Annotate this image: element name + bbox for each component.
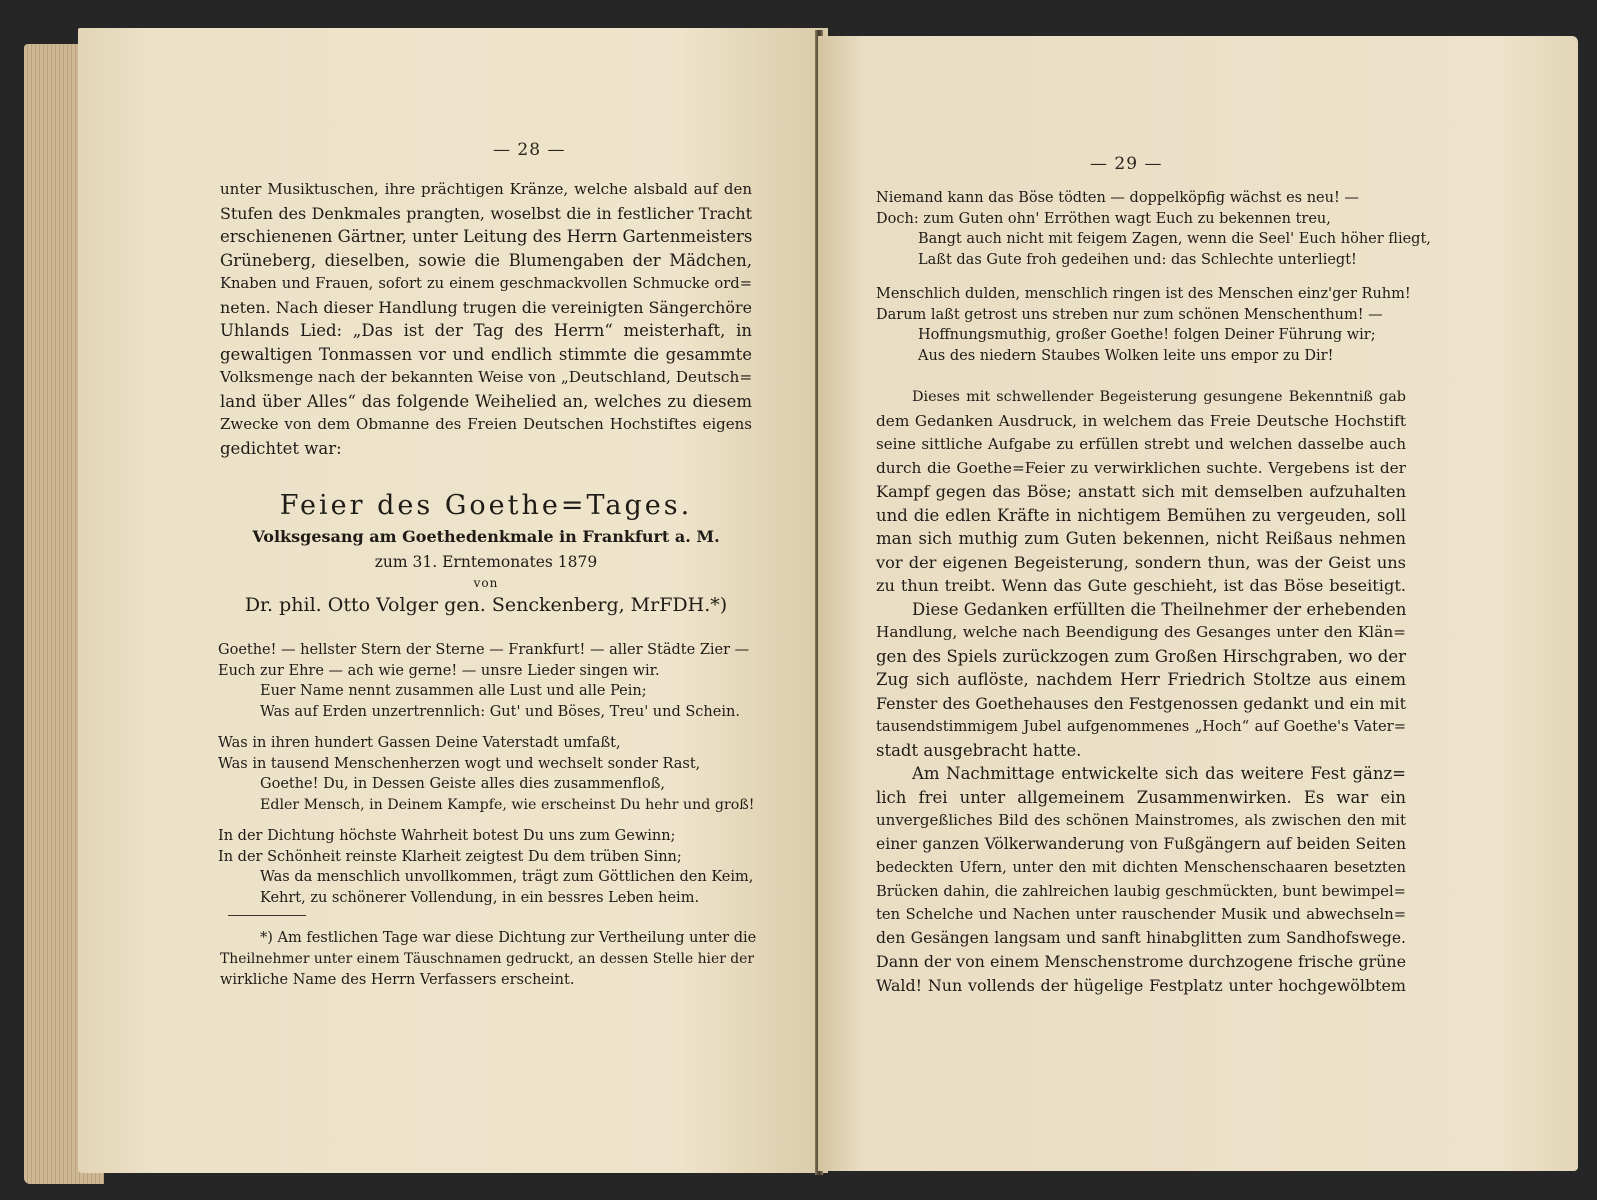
text-line: Brücken dahin, die zahlreichen laubig geschmückten, bunt bewimpel=	[876, 882, 1406, 900]
text-line: dem Gedanken Ausdruck, in welchem das Freie Deutsche Hochstift	[876, 411, 1406, 430]
text-line: Zwecke von dem Obmanne des Freien Deutschen Hochstiftes eigens	[220, 415, 752, 433]
text-line: gewaltigen Tonmassen vor und endlich stimmte die gesammte	[220, 344, 752, 364]
verse-line: Doch: zum Guten ohn' Erröthen wagt Euch zu bekennen treu,	[876, 210, 1331, 227]
verse-line: Was auf Erden unzertrennlich: Gut' und Böses, Treu' und Schein.	[260, 703, 740, 720]
text-line: Kampf gegen das Böse; anstatt sich mit demselben aufzuhalten	[876, 482, 1406, 501]
text-line: Grüneberg, dieselben, sowie die Blumengaben der Mädchen,	[220, 250, 752, 270]
text-line: Wald! Nun vollends der hügelige Festplatz unter hochgewölbtem	[876, 975, 1406, 995]
stanza	[876, 188, 1436, 270]
verse-line: Darum laßt getrost uns streben nur zum schönen Menschenthum! —	[876, 306, 1383, 323]
text-line: tausendstimmigem Jubel aufgenommenes „Hoch“ auf Goethe's Vater=	[876, 718, 1406, 735]
left-prose	[220, 178, 752, 460]
verse-line: Edler Mensch, in Deinem Kampfe, wie erscheinst Du hehr und groß!	[260, 796, 755, 813]
text-line: Dieses mit schwellender Begeisterung gesungene Bekenntniß gab	[912, 389, 1406, 405]
text-line: durch die Goethe=Feier zu verwirklichen suchte. Vergebens ist der	[876, 458, 1406, 477]
text-line: Knaben und Frauen, sofort zu einem geschmackvollen Schmucke ord=	[220, 275, 752, 292]
verse-line: Was in ihren hundert Gassen Deine Vaterstadt umfaßt,	[218, 735, 621, 751]
poem-title: Feier des Goethe=Tages.	[279, 490, 693, 521]
right-poem	[876, 188, 1436, 377]
stanza	[218, 733, 758, 815]
poem-author: Dr. phil. Otto Volger gen. Senckenberg, MrFDH.*)	[244, 594, 728, 616]
verse-line: Niemand kann das Böse tödten — doppelköpfig wächst es neu! —	[876, 190, 1359, 206]
stanza	[218, 640, 758, 722]
verse-line: Euch zur Ehre — ach wie gerne! — unsre Lieder singen wir.	[218, 662, 660, 679]
verse-line: Was da menschlich unvollkommen, trägt zum Göttlichen den Keim,	[260, 869, 754, 885]
text-line: Zug sich auflöste, nachdem Herr Friedrich Stoltze aus einem	[876, 670, 1406, 689]
stanza	[218, 826, 758, 908]
verse-line: In der Schönheit reinste Klarheit zeigtest Du dem trüben Sinn;	[218, 848, 682, 865]
text-line: man sich muthig zum Guten bekennen, nicht Reißaus nehmen	[876, 529, 1406, 548]
stanza	[876, 284, 1436, 366]
text-line: ten Schelche und Nachen unter rauschender Musik und abwechseln=	[876, 906, 1406, 923]
left-page	[78, 28, 828, 1173]
text-line: Fenster des Goethehauses den Festgenossen gedankt und ein mit	[876, 693, 1406, 713]
text-line: gedichtet war:	[220, 438, 342, 458]
verse-line: Laßt das Gute froh gedeihen und: das Schlechte unterliegt!	[918, 251, 1357, 268]
text-line: land über Alles“ das folgende Weihelied an, welches zu diesem	[220, 391, 752, 411]
verse-line: Euer Name nennt zusammen alle Lust und alle Pein;	[260, 683, 647, 699]
footnote-line: Theilnehmer unter einem Täuschnamen gedruckt, an dessen Stelle hier der	[220, 951, 755, 967]
text-line: unvergeßliches Bild des schönen Mainstromes, als zwischen den mit	[876, 811, 1406, 829]
page-number: — 29 —	[1090, 154, 1163, 174]
text-line: und die edlen Kräfte in nichtigem Bemühen zu vergeuden, soll	[876, 505, 1406, 525]
text-line: Volksmenge nach der bekannten Weise von „Deutschland, Deutsch=	[220, 368, 753, 386]
text-line: stadt ausgebracht hatte.	[876, 740, 1082, 760]
text-line: gen des Spiels zurückzogen zum Großen Hirschgraben, wo der	[876, 646, 1406, 666]
verse-line: Kehrt, zu schönerer Vollendung, in ein bessres Leben heim.	[260, 889, 700, 906]
page-number: — 28 —	[493, 140, 566, 160]
right-page	[818, 36, 1578, 1171]
text-line: neten. Nach dieser Handlung trugen die vereinigten Sängerchöre	[220, 297, 752, 317]
verse-line: Goethe! Du, in Dessen Geiste alles dies zusammenfloß,	[260, 776, 666, 792]
text-line: Diese Gedanken erfüllten die Theilnehmer der erhebenden	[912, 599, 1407, 619]
footnote-line: *) Am festlichen Tage war diese Dichtung zur Vertheilung unter die	[260, 930, 757, 946]
text-line: Dann der von einem Menschenstrome durchzogene frische grüne	[876, 952, 1406, 971]
verse-line: Was in tausend Menschenherzen wogt und wechselt sonder Rast,	[218, 755, 701, 772]
text-line: Am Nachmittage entwickelte sich das weitere Fest gänz=	[912, 764, 1406, 783]
text-line: lich frei unter allgemeinem Zusammenwirken. Es war ein	[876, 787, 1406, 807]
text-line: bedeckten Ufern, unter den mit dichten Menschenschaaren besetzten	[876, 859, 1406, 876]
left-poem	[218, 640, 758, 919]
footnote	[220, 928, 760, 991]
text-line: Stufen des Denkmales prangten, woselbst die in festlicher Tracht	[220, 203, 752, 223]
open-book	[18, 16, 1578, 1176]
poem-subtitle: Volksgesang am Goethedenkmale in Frankfurt a. M.	[252, 527, 720, 546]
text-line: erschienenen Gärtner, unter Leitung des Herrn Gartenmeisters	[220, 227, 753, 246]
footnote-line: wirkliche Name des Herrn Verfassers erscheint.	[220, 972, 575, 988]
text-line: Handlung, welche nach Beendigung des Gesanges unter den Klän=	[876, 623, 1406, 641]
text-line: seine sittliche Aufgabe zu erfüllen strebt und welchen dasselbe auch	[876, 435, 1406, 453]
text-line: vor der eigenen Begeisterung, sondern thun, was der Geist uns	[876, 552, 1406, 572]
poem-heading	[220, 490, 752, 616]
poem-von: von	[473, 576, 499, 590]
verse-line: Bangt auch nicht mit feigem Zagen, wenn die Seel' Euch höher fliegt,	[918, 231, 1431, 247]
text-line: unter Musiktuschen, ihre prächtigen Kränze, welche alsbald auf den	[220, 180, 752, 198]
verse-line: Menschlich dulden, menschlich ringen ist des Menschen einz'ger Ruhm!	[876, 286, 1411, 302]
text-line: zu thun treibt. Wenn das Gute geschieht, ist das Böse beseitigt.	[876, 576, 1406, 595]
right-prose	[876, 386, 1406, 997]
verse-line: Hoffnungsmuthig, großer Goethe! folgen Deiner Führung wir;	[918, 327, 1376, 343]
footnote-rule	[228, 915, 306, 916]
text-line: Uhlands Lied: „Das ist der Tag des Herrn“ meisterhaft, in	[220, 321, 752, 340]
verse-line: Goethe! — hellster Stern der Sterne — Frankfurt! — aller Städte Zier —	[218, 642, 750, 658]
poem-date: zum 31. Erntemonates 1879	[374, 553, 598, 571]
verse-line: Aus des niedern Staubes Wolken leite uns empor zu Dir!	[918, 347, 1334, 364]
verse-line: In der Dichtung höchste Wahrheit botest Du uns zum Gewinn;	[218, 828, 676, 844]
text-line: einer ganzen Völkerwanderung von Fußgängern auf beiden Seiten	[876, 834, 1406, 853]
text-line: den Gesängen langsam und sanft hinabglitten zum Sandhofswege.	[876, 928, 1406, 947]
